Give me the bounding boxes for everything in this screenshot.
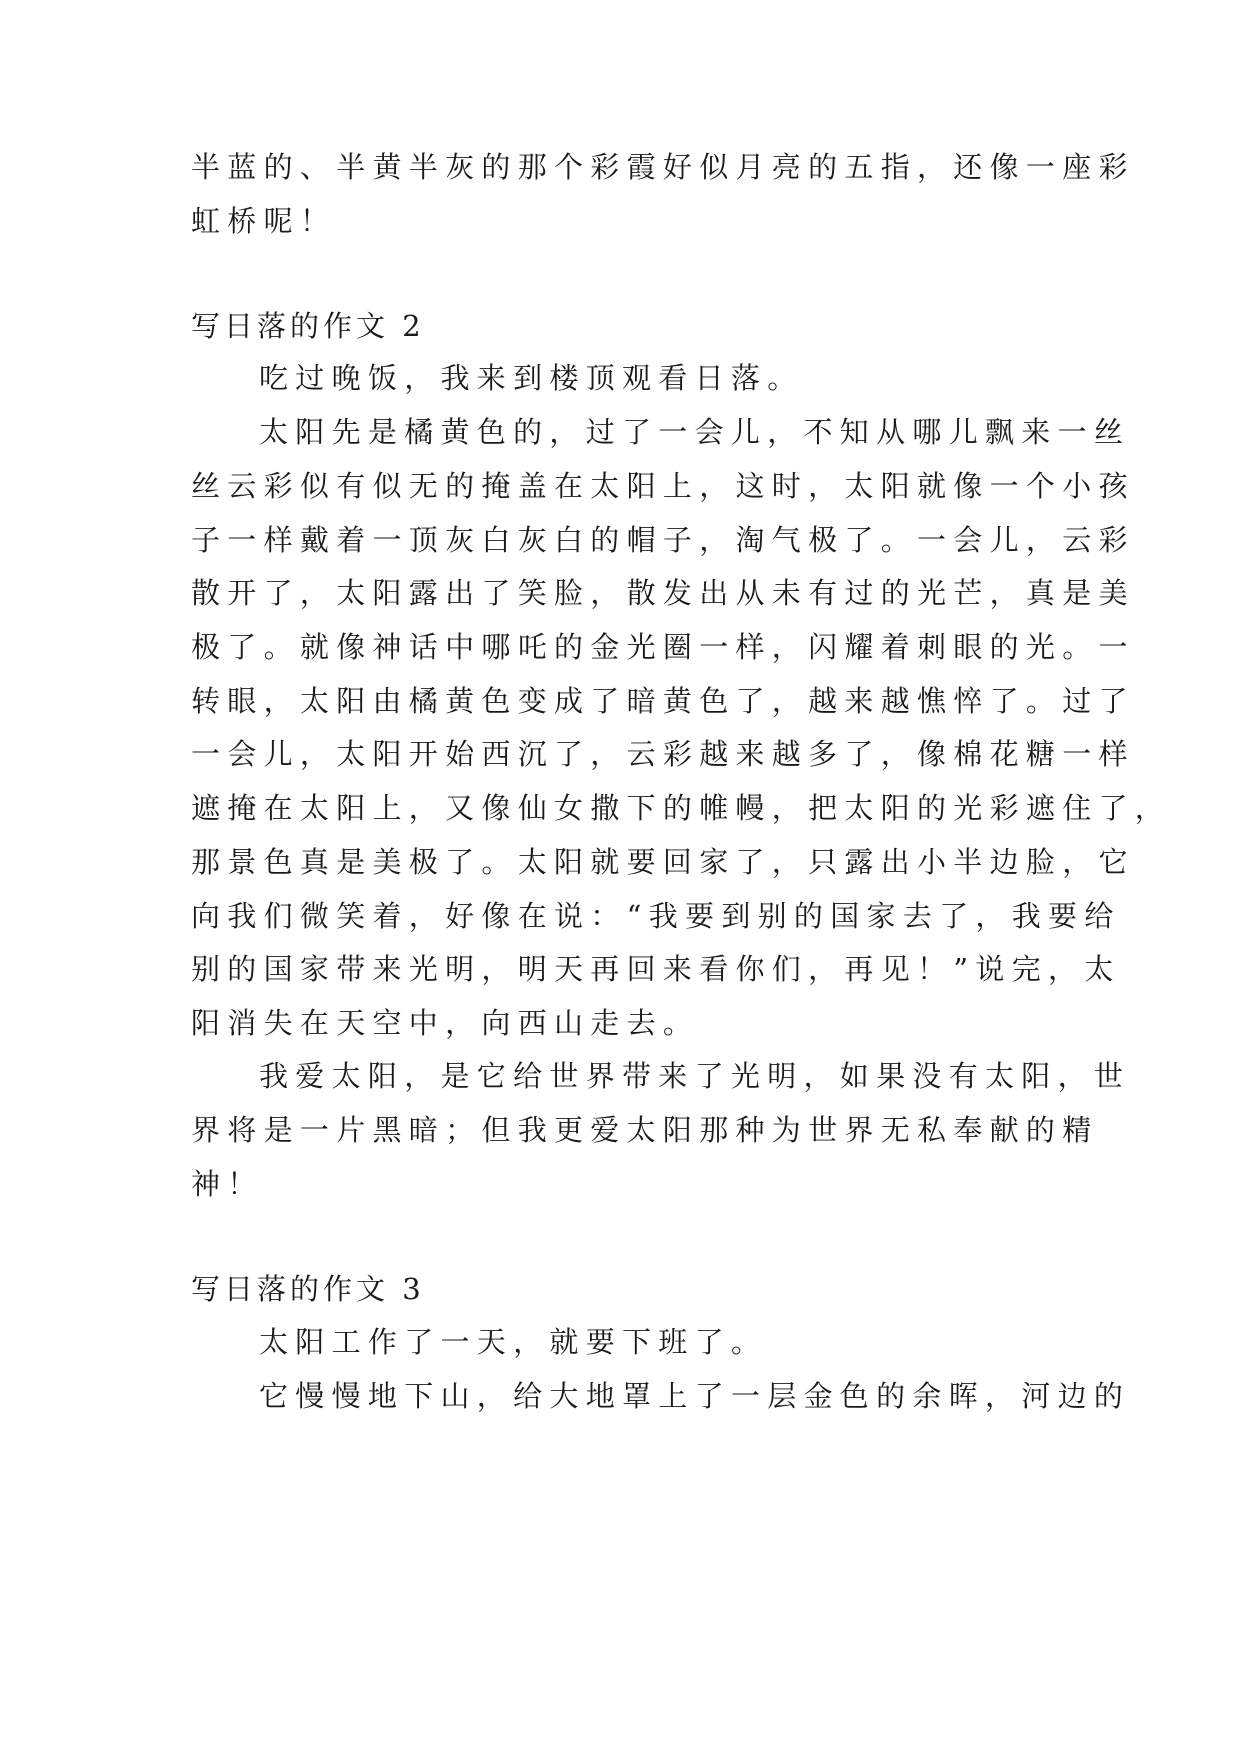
paragraph-line: 别的国家带来光明，明天再回来看你们，再见！”说完，太 <box>191 952 1121 986</box>
paragraph-line: 吃过晚饭，我来到楼顶观看日落。 <box>259 361 804 395</box>
paragraph-line: 子一样戴着一顶灰白灰白的帽子，淘气极了。一会儿，云彩 <box>191 523 1135 557</box>
paragraph-line: 散开了，太阳露出了笑脸，散发出从未有过的光芒，真是美 <box>191 576 1135 610</box>
paragraph-line: 太阳工作了一天，就要下班了。 <box>259 1325 768 1359</box>
text-line: 半蓝的、半黄半灰的那个彩霞好似月亮的五指，还像一座彩 <box>191 150 1135 184</box>
paragraph-line: 它慢慢地下山，给大地罩上了一层金色的余晖，河边的 <box>259 1379 1131 1413</box>
paragraph-line: 我爱太阳，是它给世界带来了光明，如果没有太阳，世 <box>259 1059 1131 1093</box>
paragraph-line: 神！ <box>191 1167 264 1201</box>
paragraph-line: 一会儿，太阳开始西沉了，云彩越来越多了，像棉花糖一样 <box>191 737 1135 771</box>
paragraph-line: 太阳先是橘黄色的，过了一会儿，不知从哪儿飘来一丝 <box>259 415 1131 449</box>
paragraph-line: 遮掩在太阳上，又像仙女撒下的帷幔，把太阳的光彩遮住了， <box>191 791 1172 825</box>
paragraph-line: 丝云彩似有似无的掩盖在太阳上，这时，太阳就像一个小孩 <box>191 469 1135 503</box>
paragraph-line: 那景色真是美极了。太阳就要回家了，只露出小半边脸，它 <box>191 845 1135 879</box>
essay-title: 写日落的作文 2 <box>191 309 425 343</box>
paragraph-line: 转眼，太阳由橘黄色变成了暗黄色了，越来越憔悴了。过了 <box>191 684 1135 718</box>
text-line: 虹桥呢！ <box>191 204 337 238</box>
paragraph-line: 界将是一片黑暗；但我更爱太阳那种为世界无私奉献的精 <box>191 1113 1099 1147</box>
paragraph-line: 极了。就像神话中哪吒的金光圈一样，闪耀着刺眼的光。一 <box>191 630 1135 664</box>
paragraph-line: 阳消失在天空中，向西山走去。 <box>191 1006 700 1040</box>
paragraph-line: 向我们微笑着，好像在说：“我要到别的国家去了，我要给 <box>191 899 1121 933</box>
essay-title: 写日落的作文 3 <box>191 1272 425 1306</box>
